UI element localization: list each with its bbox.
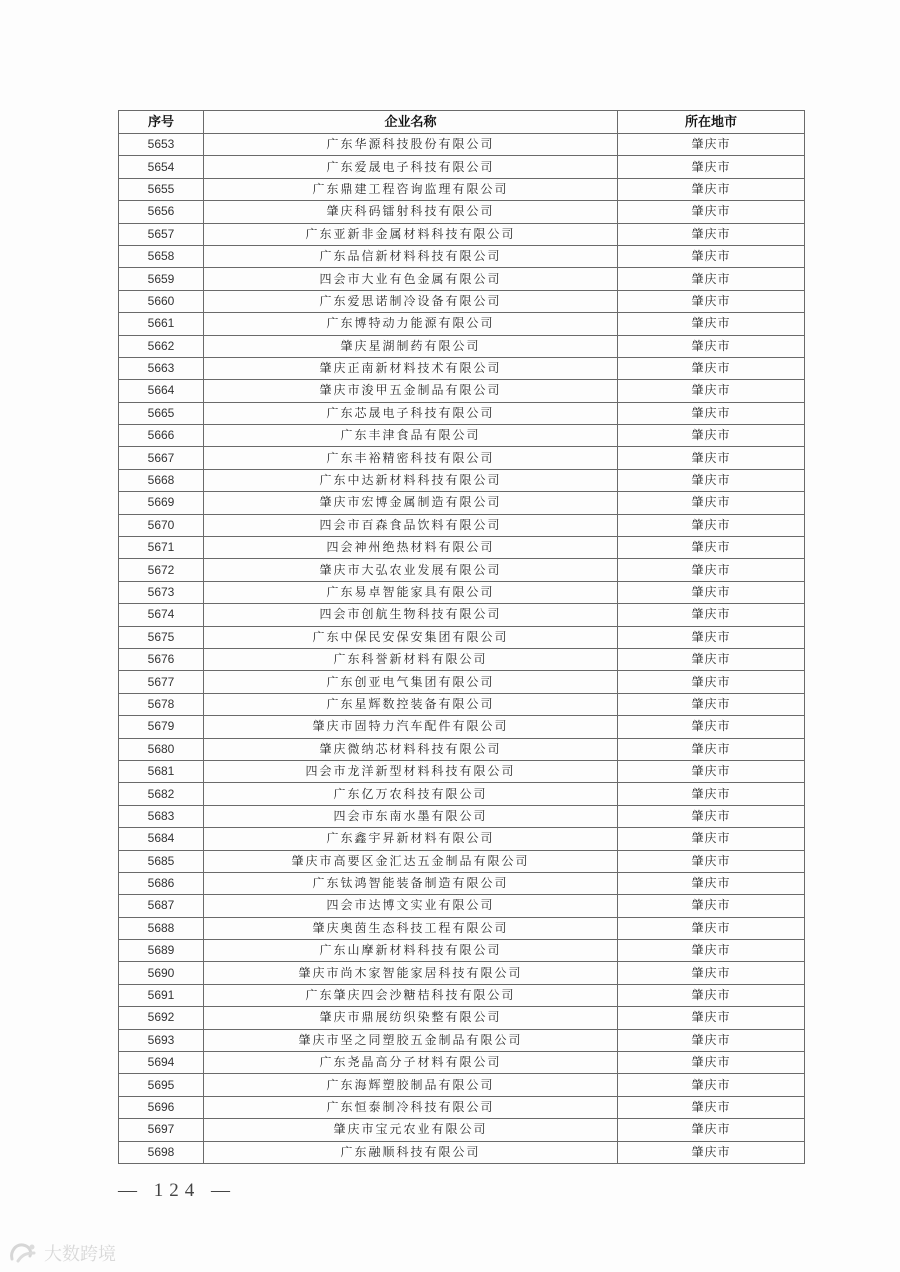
table-row [119,581,805,603]
header-city: 所在地市 [618,111,805,134]
row-company-name: 广东恒泰制冷科技有限公司 [204,1096,618,1118]
row-index: 5667 [119,447,204,469]
row-index: 5671 [119,537,204,559]
row-city: 肇庆市 [618,1141,805,1163]
table-row [119,626,805,648]
row-index: 5685 [119,850,204,872]
table-row [119,1141,805,1163]
table-row [119,1119,805,1141]
row-company-name: 四会市达博文实业有限公司 [204,895,618,917]
row-company-name: 四会市百森食品饮料有限公司 [204,514,618,536]
row-city: 肇庆市 [618,850,805,872]
table-row [119,604,805,626]
row-city: 肇庆市 [618,313,805,335]
row-city: 肇庆市 [618,626,805,648]
row-company-name: 肇庆市宝元农业有限公司 [204,1119,618,1141]
row-company-name: 肇庆市宏博金属制造有限公司 [204,492,618,514]
row-city: 肇庆市 [618,872,805,894]
row-city: 肇庆市 [618,178,805,200]
table-row [119,895,805,917]
row-index: 5698 [119,1141,204,1163]
row-index: 5695 [119,1074,204,1096]
row-city: 肇庆市 [618,514,805,536]
row-company-name: 广东丰裕精密科技有限公司 [204,447,618,469]
row-company-name: 广东中保民安保安集团有限公司 [204,626,618,648]
row-city: 肇庆市 [618,492,805,514]
row-company-name: 广东爱晟电子科技有限公司 [204,156,618,178]
table-body [119,134,805,1164]
row-company-name: 四会市创航生物科技有限公司 [204,604,618,626]
row-city: 肇庆市 [618,425,805,447]
row-company-name: 广东鑫宇昇新材料有限公司 [204,828,618,850]
row-index: 5678 [119,693,204,715]
row-company-name: 广东博特动力能源有限公司 [204,313,618,335]
row-city: 肇庆市 [618,895,805,917]
row-city: 肇庆市 [618,447,805,469]
row-index: 5673 [119,581,204,603]
row-city: 肇庆市 [618,156,805,178]
row-city: 肇庆市 [618,469,805,491]
row-city: 肇庆市 [618,693,805,715]
table-row [119,940,805,962]
row-company-name: 广东易卓智能家具有限公司 [204,581,618,603]
row-index: 5660 [119,290,204,312]
row-index: 5697 [119,1119,204,1141]
table-row [119,492,805,514]
row-index: 5677 [119,671,204,693]
row-company-name: 肇庆市坚之同塑胶五金制品有限公司 [204,1029,618,1051]
row-company-name: 肇庆科码镭射科技有限公司 [204,201,618,223]
row-city: 肇庆市 [618,783,805,805]
table-row [119,872,805,894]
row-index: 5664 [119,380,204,402]
table-row [119,1029,805,1051]
row-company-name: 广东尧晶高分子材料有限公司 [204,1052,618,1074]
row-company-name: 肇庆市浚甲五金制品有限公司 [204,380,618,402]
row-index: 5668 [119,469,204,491]
row-index: 5693 [119,1029,204,1051]
row-city: 肇庆市 [618,335,805,357]
row-index: 5672 [119,559,204,581]
row-city: 肇庆市 [618,581,805,603]
row-index: 5691 [119,984,204,1006]
row-city: 肇庆市 [618,1074,805,1096]
header-company-name: 企业名称 [204,111,618,134]
row-city: 肇庆市 [618,760,805,782]
row-index: 5669 [119,492,204,514]
row-index: 5681 [119,760,204,782]
row-index: 5661 [119,313,204,335]
table-row [119,828,805,850]
row-index: 5683 [119,805,204,827]
row-company-name: 广东钛鸿智能装备制造有限公司 [204,872,618,894]
table-row [119,447,805,469]
row-company-name: 广东海辉塑胶制品有限公司 [204,1074,618,1096]
row-company-name: 肇庆星湖制药有限公司 [204,335,618,357]
table-row [119,1074,805,1096]
row-index: 5662 [119,335,204,357]
row-city: 肇庆市 [618,671,805,693]
table-row [119,268,805,290]
row-city: 肇庆市 [618,738,805,760]
row-company-name: 四会市龙洋新型材料科技有限公司 [204,760,618,782]
row-company-name: 广东爱思诺制冷设备有限公司 [204,290,618,312]
row-company-name: 广东创亚电气集团有限公司 [204,671,618,693]
row-index: 5680 [119,738,204,760]
table-row [119,156,805,178]
table-row [119,223,805,245]
row-city: 肇庆市 [618,290,805,312]
row-index: 5665 [119,402,204,424]
row-index: 5688 [119,917,204,939]
row-index: 5684 [119,828,204,850]
table-row [119,1052,805,1074]
row-company-name: 广东丰津食品有限公司 [204,425,618,447]
row-index: 5659 [119,268,204,290]
table-row [119,1007,805,1029]
row-index: 5653 [119,134,204,156]
table-row [119,917,805,939]
row-index: 5663 [119,357,204,379]
table-row [119,178,805,200]
table-row [119,380,805,402]
row-index: 5656 [119,201,204,223]
table-row [119,671,805,693]
row-city: 肇庆市 [618,940,805,962]
row-city: 肇庆市 [618,380,805,402]
table-row [119,514,805,536]
row-city: 肇庆市 [618,984,805,1006]
row-company-name: 广东亿万农科技有限公司 [204,783,618,805]
row-index: 5686 [119,872,204,894]
row-index: 5670 [119,514,204,536]
row-company-name: 广东华源科技股份有限公司 [204,134,618,156]
table-row [119,245,805,267]
row-city: 肇庆市 [618,559,805,581]
row-company-name: 广东肇庆四会沙糖桔科技有限公司 [204,984,618,1006]
table-row [119,783,805,805]
table-row [119,1096,805,1118]
table-row [119,559,805,581]
header-index: 序号 [119,111,204,134]
row-index: 5655 [119,178,204,200]
table-row [119,469,805,491]
row-index: 5674 [119,604,204,626]
row-city: 肇庆市 [618,604,805,626]
table-row [119,984,805,1006]
row-index: 5689 [119,940,204,962]
table-row [119,760,805,782]
row-company-name: 肇庆市鼎展纺织染整有限公司 [204,1007,618,1029]
row-city: 肇庆市 [618,1007,805,1029]
table-row [119,850,805,872]
watermark [8,1240,116,1266]
row-city: 肇庆市 [618,962,805,984]
row-company-name: 广东山摩新材料科技有限公司 [204,940,618,962]
watermark-text: 大数跨境 [44,1244,116,1265]
row-index: 5679 [119,716,204,738]
row-index: 5682 [119,783,204,805]
row-city: 肇庆市 [618,268,805,290]
row-index: 5657 [119,223,204,245]
table-row [119,313,805,335]
row-company-name: 广东星辉数控装备有限公司 [204,693,618,715]
table-header-row [119,111,805,134]
row-city: 肇庆市 [618,223,805,245]
table-row [119,402,805,424]
table-row [119,648,805,670]
row-company-name: 肇庆市大弘农业发展有限公司 [204,559,618,581]
table-row [119,357,805,379]
row-index: 5666 [119,425,204,447]
row-city: 肇庆市 [618,245,805,267]
table-row [119,805,805,827]
table-row [119,201,805,223]
row-company-name: 肇庆正南新材料技术有限公司 [204,357,618,379]
row-company-name: 四会市东南水墨有限公司 [204,805,618,827]
row-index: 5696 [119,1096,204,1118]
row-city: 肇庆市 [618,537,805,559]
row-company-name: 广东芯晟电子科技有限公司 [204,402,618,424]
row-company-name: 肇庆市高要区金汇达五金制品有限公司 [204,850,618,872]
row-company-name: 广东中达新材料科技有限公司 [204,469,618,491]
row-index: 5658 [119,245,204,267]
row-city: 肇庆市 [618,402,805,424]
table-row [119,738,805,760]
table-row [119,134,805,156]
row-city: 肇庆市 [618,828,805,850]
row-company-name: 肇庆市尚木家智能家居科技有限公司 [204,962,618,984]
row-company-name: 四会市大业有色金属有限公司 [204,268,618,290]
row-city: 肇庆市 [618,1029,805,1051]
row-city: 肇庆市 [618,805,805,827]
row-city: 肇庆市 [618,1052,805,1074]
row-city: 肇庆市 [618,648,805,670]
table-row [119,290,805,312]
row-city: 肇庆市 [618,1119,805,1141]
row-company-name: 广东融顺科技有限公司 [204,1141,618,1163]
row-city: 肇庆市 [618,357,805,379]
row-index: 5675 [119,626,204,648]
row-company-name: 广东鼎建工程咨询监理有限公司 [204,178,618,200]
row-index: 5690 [119,962,204,984]
row-company-name: 肇庆市固特力汽车配件有限公司 [204,716,618,738]
brand-logo-icon [8,1241,38,1265]
row-index: 5694 [119,1052,204,1074]
row-company-name: 广东品信新材料科技有限公司 [204,245,618,267]
row-city: 肇庆市 [618,716,805,738]
row-city: 肇庆市 [618,201,805,223]
row-company-name: 广东亚新非金属材料科技有限公司 [204,223,618,245]
row-company-name: 广东科誉新材料有限公司 [204,648,618,670]
row-company-name: 肇庆微纳芯材料科技有限公司 [204,738,618,760]
row-city: 肇庆市 [618,1096,805,1118]
table-row [119,335,805,357]
row-company-name: 肇庆奥茵生态科技工程有限公司 [204,917,618,939]
row-index: 5654 [119,156,204,178]
row-index: 5692 [119,1007,204,1029]
table-row [119,716,805,738]
enterprise-table [118,110,805,1164]
table-row [119,537,805,559]
table-row [119,425,805,447]
row-index: 5687 [119,895,204,917]
row-city: 肇庆市 [618,917,805,939]
table-row [119,693,805,715]
row-city: 肇庆市 [618,134,805,156]
row-company-name: 四会神州绝热材料有限公司 [204,537,618,559]
page-number: — 124 — [118,1180,236,1201]
row-index: 5676 [119,648,204,670]
table-row [119,962,805,984]
